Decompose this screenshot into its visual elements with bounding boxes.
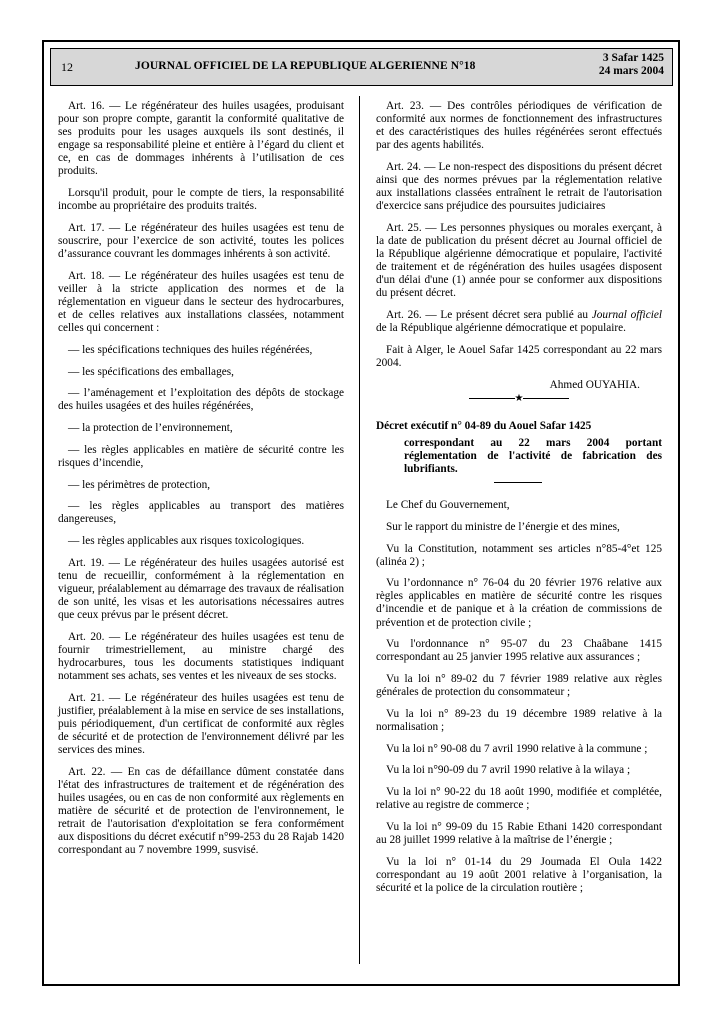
article-16: Art. 16. — Le régénérateur des huiles usagées, produisant pour son propre compte, garantit la conformité qualitative de ses produits pour les usages auxquels ils sont destinés, il engage sa responsabilité pleine et entière à l’égard du client et ce, en cas de dommages inhérents à l’utilisation de ces produits. [58, 100, 344, 178]
decree-title: Décret exécutif n° 04-89 du Aouel Safar 1425 [376, 419, 592, 432]
article-17: Art. 17. — Le régénérateur des huiles usagées est tenu de souscrire, pour l’exercice de son activité, toutes les polices d’assurance couvrant les dommages inhérents à son activité. [58, 221, 344, 261]
star-icon: ★ [514, 392, 524, 404]
article-26: Art. 26. — Le présent décret sera publié au Journal officiel de la République algérienne démocratique et populaire. [376, 309, 662, 335]
list-item: Le Chef du Gouvernement, [386, 499, 510, 512]
list-item: Vu la loi n° 89-02 du 7 février 1989 relative aux règles générales de protection du consommateur ; [376, 673, 662, 699]
list-item: — les règles applicables en matière de sécurité contre les risques d’incendie, [58, 443, 344, 469]
article-23: Art. 23. — Des contrôles périodiques de vérification de conformité aux normes de fonctionnement des infrastructures et des caractéristiques des huiles régénérées seront effectués par des agents habilités. [376, 100, 662, 152]
list-item: Vu l'ordonnance n° 95-07 du 23 Chaâbane 1415 correspondant au 25 janvier 1995 relative aux assurances ; [376, 638, 662, 664]
list-item: — les règles applicables au transport des matières dangereuses, [58, 500, 344, 526]
signatory-name: Ahmed OUYAHIA. [549, 378, 640, 391]
list-item: — l’aménagement et l’exploitation des dépôts de stockage des huiles usagées et des huiles régénérées, [58, 387, 344, 413]
date-gregorian: 24 mars 2004 [598, 65, 664, 77]
decree-underline [494, 482, 542, 483]
list-item: Sur le rapport du ministre de l’énergie et des mines, [386, 520, 620, 533]
list-item: Vu la loi n° 90-08 du 7 avril 1990 relative à la commune ; [386, 742, 648, 755]
signature-place-date: Fait à Alger, le Aouel Safar 1425 correspondant au 22 mars 2004. [376, 343, 662, 369]
article-22: Art. 22. — En cas de défaillance dûment constatée dans l'état des infrastructures de traitement et de régénération des huiles usagées, ou en cas de non conformité aux règlements en matière de sécurité et de protection de l'environnement, le retrait de l'autorisation d'exploitation se fera conformément aux dispositions du décret exécutif n°99-253 du 28 Rajab 1420 correspondant au 7 novembre 1999, susvisé. [58, 765, 344, 857]
header-date [599, 52, 664, 78]
section-separator [376, 394, 662, 404]
article-21: Art. 21. — Le régénérateur des huiles usagées est tenu de justifier, préalablement à la mise en service de ses installations, puis périodiquement, d'un certificat de conformité aux règles de sécurité et de protection de l'environnement délivré par les services des mines. [58, 691, 344, 757]
date-hijri: 3 Safar 1425 [602, 52, 664, 64]
list-item: — la protection de l’environnement, [68, 422, 233, 435]
list-item: Vu l’ordonnance n° 76-04 du 20 février 1976 relative aux règles applicables en matière de sécurité contre les risques d’incendie et de panique et à la création de commissions de prévention et de protection civile ; [376, 577, 662, 629]
list-item: Vu la loi n° 01-14 du 29 Joumada El Oula 1422 correspondant au 19 août 2001 relative à l’organisation, la sécurité et la police de la circulation routière ; [376, 855, 662, 894]
list-item: Vu la loi n° 90-22 du 18 août 1990, modifiée et complétée, relative au registre de commerce ; [376, 785, 662, 812]
journal-title: JOURNAL OFFICIEL DE LA REPUBLIQUE ALGERIENNE N°18 [135, 60, 476, 72]
list-item: — les périmètres de protection, [68, 478, 211, 491]
list-item: Vu la Constitution, notamment ses articles n°85-4°et 125 (alinéa 2) ; [376, 542, 662, 568]
list-item: — les spécifications des emballages, [68, 365, 234, 378]
list-item: — les spécifications techniques des huiles régénérées, [68, 343, 313, 356]
list-item: Vu la loi n° 99-09 du 15 Rabie Ethani 1420 correspondant au 28 juillet 1999 relative à la maîtrise de l’énergie ; [376, 820, 662, 846]
article-19: Art. 19. — Le régénérateur des huiles usagées autorisé est tenu de recueillir, conformément à la réglementation en vigueur, préalablement au démarrage des travaux de réalisation de son unité, les visas et les autorisations nécessaires autres que ceux prévus par le présent décret. [58, 556, 344, 622]
list-item: Vu la loi n° 89-23 du 19 décembre 1989 relative à la normalisation ; [376, 707, 662, 733]
left-column [58, 100, 344, 866]
list-item: — les règles applicables aux risques toxicologiques. [68, 534, 305, 547]
article-25 [376, 222, 662, 301]
page-header [50, 48, 673, 86]
article-25-text: Art. 25. — Les personnes physiques ou morales exerçant, à la date de publication du présent décret au Journal officiel de la République algérienne démocratique et populaire, l'activité de traitement et de régénération des huiles usagées disposent d'un délai d'une (1) année pour se conformer aux dispositions du présent décret. [376, 221, 662, 300]
article-18: Art. 18. — Le régénérateur des huiles usagées est tenu de veiller à la stricte application des normes et de la réglementation en vigueur dans le secteur des hydrocarbures, et de celles relatives aux installations classées, notamment celles qui concernent : [58, 269, 344, 335]
decree-title-continued: correspondant au 22 mars 2004 portant réglementation de l'activité de fabrication des lubrifiants. [404, 436, 662, 476]
article-20: Art. 20. — Le régénérateur des huiles usagées est tenu de fournir trimestriellement, au ministre chargé des hydrocarbures, tous les documents statistiques indiquant notamment ses achats, ses ventes et les niveaux de ses stocks. [58, 630, 344, 682]
article-16-paragraph-2: Lorsqu'il produit, pour le compte de tiers, la responsabilité incombe au propriétaire des produits traités. [58, 187, 344, 213]
list-item: Vu la loi n°90-09 du 7 avril 1990 relative à la wilaya ; [386, 764, 631, 777]
page-number: 12 [61, 60, 73, 74]
article-24: Art. 24. — Le non-respect des dispositions du présent décret ainsi que des normes prévues par la réglementation relative aux installations classées entraînent le retrait de l'autorisation d'exercice sans préjudice des poursuites judiciaires [376, 160, 662, 213]
column-divider [359, 96, 360, 964]
right-column [376, 100, 662, 903]
